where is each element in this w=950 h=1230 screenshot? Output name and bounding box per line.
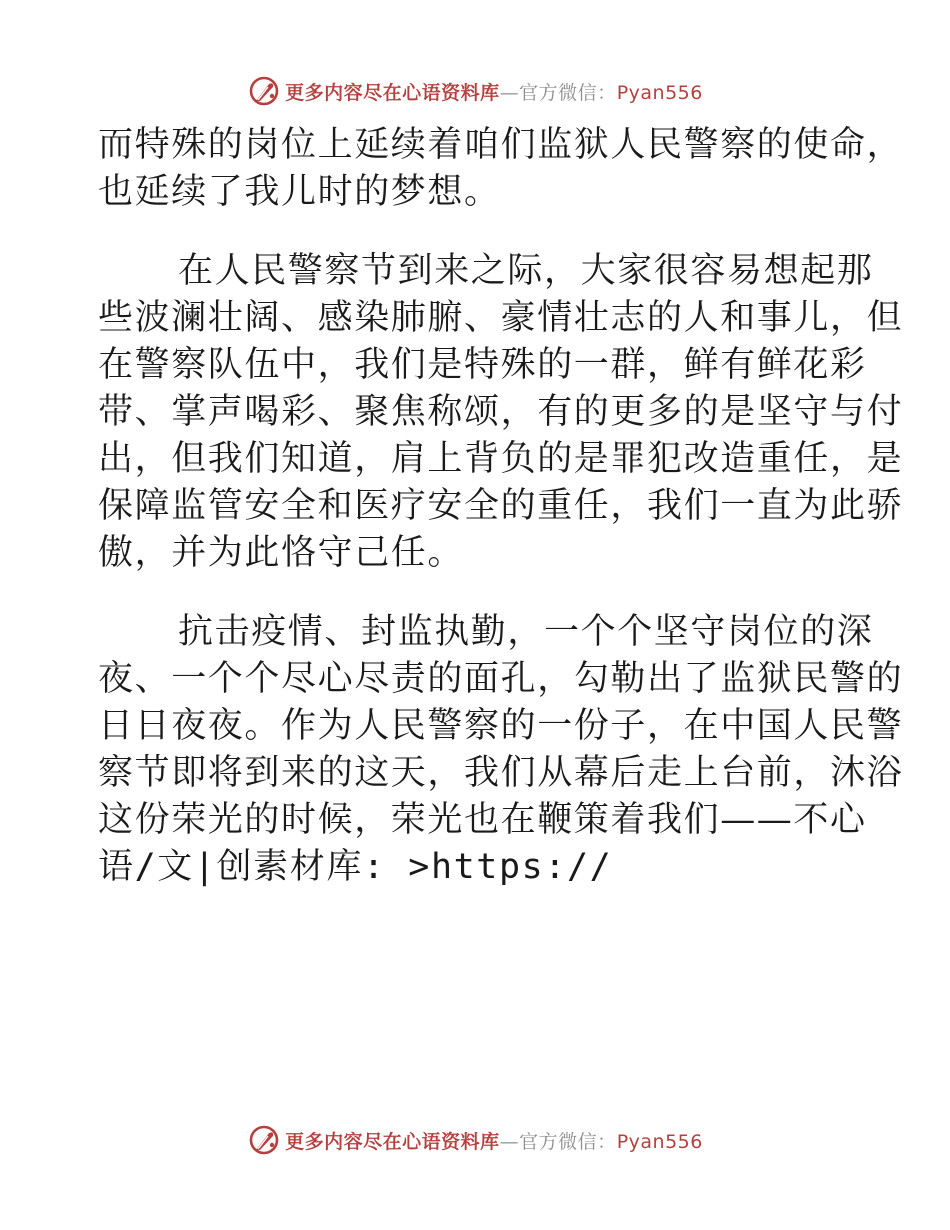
watermark-text	[285, 78, 703, 105]
watermark-dash: —	[499, 1130, 520, 1153]
text-line: 抗击疫情、封监执勤，一个个坚守岗位的深	[178, 612, 874, 652]
watermark-wechat-id: Pyan556	[616, 81, 703, 104]
paragraph-2	[98, 248, 904, 577]
text-line: 保障监管安全和医疗安全的重任，我们一直为此骄	[98, 486, 904, 526]
watermark-site-name: 更多内容尽在心语资料库	[285, 1130, 500, 1153]
text-line: 也延续了我儿时的梦想。	[98, 172, 501, 212]
watermark-wechat-label: 官方微信：	[519, 1130, 617, 1153]
text-line: 察节即将到来的这天，我们从幕后走上台前，沐浴	[98, 753, 904, 793]
text-line: 夜、一个个尽心尽责的面孔，勾勒出了监狱民警的	[98, 659, 904, 699]
watermark-wechat-id: Pyan556	[616, 1130, 703, 1153]
text-line: 带、掌声喝彩、聚焦称颂，有的更多的是坚守与付	[98, 392, 904, 432]
text-line: 日日夜夜。作为人民警察的一份子，在中国人民警	[98, 706, 904, 746]
text-line: 在警察队伍中，我们是特殊的一群，鲜有鲜花彩	[98, 345, 867, 385]
feather-pen-logo-icon	[247, 1123, 281, 1157]
header-watermark	[0, 71, 950, 111]
text-line: 傲，并为此恪守己任。	[98, 533, 465, 573]
document-body	[98, 122, 904, 891]
watermark-text	[285, 1127, 703, 1154]
text-line: 些波澜壮阔、感染肺腑、豪情壮志的人和事儿，但	[98, 298, 904, 338]
watermark-site-name: 更多内容尽在心语资料库	[285, 81, 500, 104]
text-line: 而特殊的岗位上延续着咱们监狱人民警察的使命，	[98, 125, 904, 165]
text-line: 语/文|创素材库: >https://	[98, 847, 613, 887]
paragraph-1	[98, 122, 904, 216]
footer-watermark	[0, 1120, 950, 1160]
text-line: 这份荣光的时候，荣光也在鞭策着我们——不心	[98, 800, 867, 840]
paragraph-3	[98, 609, 904, 891]
text-line: 在人民警察节到来之际，大家很容易想起那	[178, 251, 874, 291]
watermark-wechat-label: 官方微信：	[519, 81, 617, 104]
feather-pen-logo-icon	[247, 74, 281, 108]
watermark-dash: —	[499, 81, 520, 104]
text-line: 出，但我们知道，肩上背负的是罪犯改造重任，是	[98, 439, 904, 479]
